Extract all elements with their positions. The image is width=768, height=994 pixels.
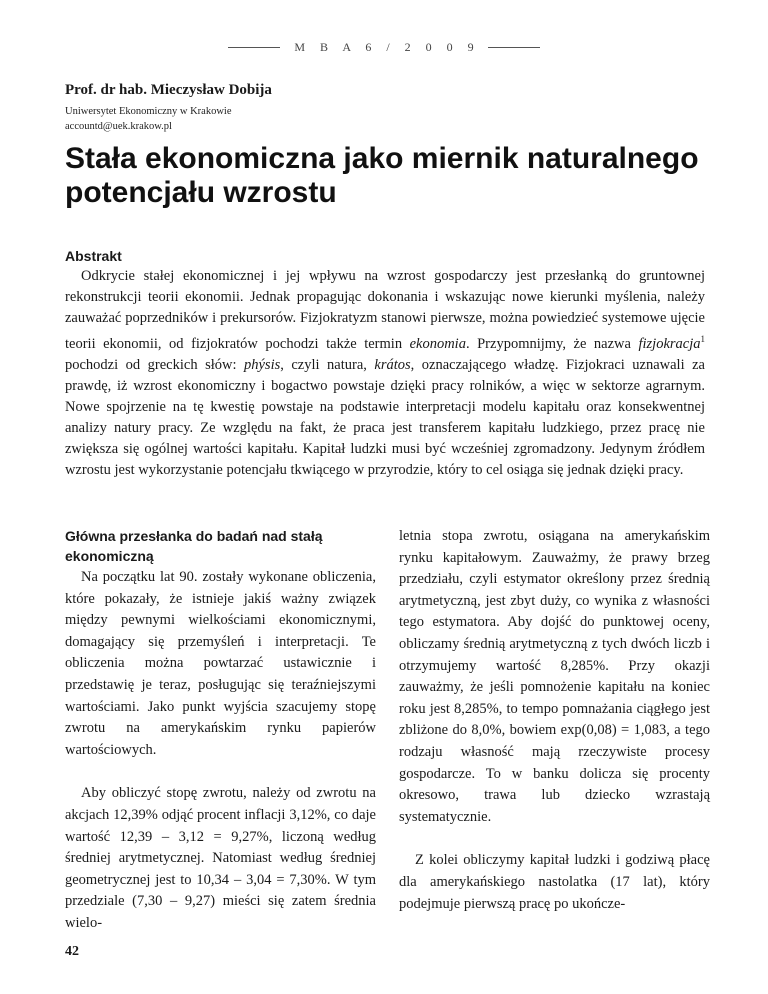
abstract-text-2: . Przypomnijmy, że nazwa — [465, 335, 639, 352]
article-title: Stała ekonomiczna jako miernik naturalnego potencjału wzrostu — [65, 142, 699, 209]
abstract-text-5: , oznaczającego władzę. Fizjokraci uznawali za prawdę, iż wzrost ekonomiczny i bogactwo powstaje dzięki pracy rolników, a więc w sektorze agrarnym. Nowe spojrzenie na tę kwestię powstaje na podstawie interpretacji modelu kapitału oraz konsekwentnej analizy natury pracy. Ze względu na fakt, że praca jest transferem kapitału ludzkiego, przez pracę nie zwiększa się ogólnej wartości kapitału. Kapitał ludzki musi być wcześniej zgromadzony. Jedynym źródłem wzrostu jest wykorzystanie potencjału tkwiącego w przyrodzie, który to cel osiąga się jednak dzięki pracy. — [65, 356, 705, 478]
left-paragraph-1: Na początku lat 90. zostały wykonane obliczenia, które pokazały, że istnieje jakiś ważny związek między pewnymi wielkościami ekonomicznymi, domagający się przemyśleń i interpretacji. Te obliczenia można powtarzać ustawicznie i przedstawię je teraz, posługując się teraźniejszymi wartościami. Jako punkt wyjścia szacujemy stopę zwrotu na amerykańskim rynku papierów wartościowych. — [65, 569, 376, 758]
header-rule-right — [488, 47, 540, 48]
author-name: Prof. dr hab. Mieczysław Dobija — [65, 82, 272, 98]
right-paragraph-1: letnia stopa zwrotu, osiągana na amerykańskim rynku kapitałowym. Zauważmy, że prawy brzeg przedziału, czyli estymator określony przez średnią arytmetyczną, jest zbyt duży, co wynika z własności tego estymatora. Aby dojść do punktowej oceny, obliczamy średnią arytmetyczną z tych dwóch liczb i otrzymujemy wartość 8,285%. Przy okazji zauważmy, że jeśli pomnożenie kapitału na koniec roku jest 8,285%, to tempo pomnażania ciągłego jest zbliżone do 8,0%, bowiem exp(0,08) = 1,083, a tego rodzaju własność mają rzeczywiste procesy gospodarcze. To w banku dolicza się procenty okresowo, trawa lub dziecko wzrastają systematycznie. — [399, 528, 710, 825]
author-affiliation: Uniwersytet Ekonomiczny w Krakowie — [65, 106, 232, 117]
author-block — [65, 82, 272, 132]
running-header — [0, 40, 768, 55]
term-kratos: krátos — [374, 356, 411, 373]
term-physis: phýsis — [244, 356, 281, 373]
term-fizjokracja: fizjokracja — [638, 335, 701, 352]
term-ekonomia: ekonomia — [409, 335, 466, 352]
left-column — [65, 526, 376, 935]
right-paragraph-2: Z kolei obliczymy kapitał ludzki i godziwą płacę dla amerykańskiego nastolatka (17 lat), który podejmuje pierwszą pracę po ukończe- — [399, 852, 710, 912]
left-paragraph-2: Aby obliczyć stopę zwrotu, należy od zwrotu na akcjach 12,39% odjąć procent inflacji 3,12%, co daje wartość 12,39 – 3,12 = 9,27%, liczoną według średniej arytmetycznej. Natomiast według średniej geometrycznej jest to 10,34 – 3,04 = 7,30%. W tym przedziale (7,30 – 9,27) mieści się zatem średnia wielo- — [65, 785, 376, 931]
section-heading: Główna przesłanka do badań nad stałą ekonomiczną — [65, 528, 323, 564]
journal-name: M B A 6 / 2 0 0 9 — [294, 40, 480, 54]
abstract-text-1: Odkrycie stałej ekonomicznej i jej wpływu na wzrost gospodarczy jest przesłanką do gruntownej rekonstrukcji teorii ekonomii. Jednak propagując dokonania i wskazując nowe kierunki myślenia, należy zauważać poprzedników i prekursorów. Fizjokratyzm stanowi pierwsze, można powiedzieć systemowe ujęcie teorii ekonomii, od fizjokratów pochodzi także termin — [65, 268, 705, 352]
abstract-text — [65, 266, 705, 481]
abstract-section — [65, 248, 705, 481]
abstract-text-3: pochodzi od greckich słów: — [65, 356, 244, 373]
abstract-heading: Abstrakt — [65, 248, 122, 264]
abstract-text-4: , czyli natura, — [280, 356, 375, 373]
author-email: accountd@uek.krakow.pl — [65, 120, 172, 132]
page-number: 42 — [65, 944, 79, 959]
header-rule-left — [228, 47, 280, 48]
footnote-marker: 1 — [700, 334, 705, 344]
right-column — [399, 526, 710, 915]
